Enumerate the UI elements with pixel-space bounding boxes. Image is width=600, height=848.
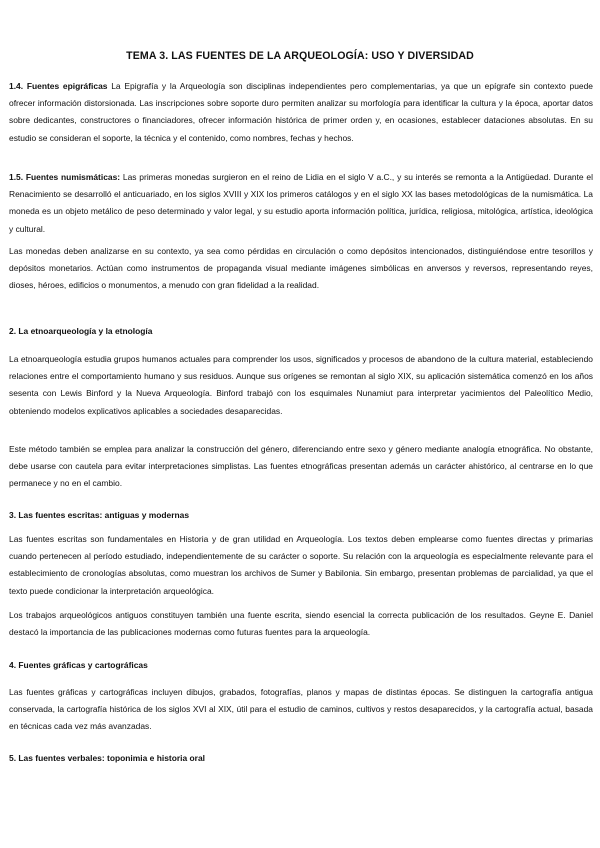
paragraph-fuentes-escritas: Las fuentes escritas son fundamentales en Historia y de gran utilidad en Arqueología. Los textos deben emplearse como fuentes directas y primarias cuando pertenecen al período estudiado, independientemente de su carácter o soporte. Su relación con la arqueología es especialmente relevante para el establecimiento de cronologías absolutas, como muestran los archivos de Sumer y Babilonia. Sin embargo, presentan problemas de parcialidad, ya que el texto puede condicionar la interpretación arqueológica. <box>9 534 593 596</box>
paragraph-numismaticas-2: Las monedas deben analizarse en su contexto, ya sea como pérdidas en circulación o como depósitos intencionados, distinguiéndose entre tesorillos y depósitos monetarios. Actúan como instrumentos de propaganda visual mediante imágenes simbólicas en anversos y reversos, representando reyes, dioses, héroes, edificios o monumentos, a menudo con gran fidelidad a la realidad. <box>9 246 593 291</box>
paragraph-numismaticas <box>9 169 593 238</box>
section-heading-fuentes-escritas: 3. Las fuentes escritas: antiguas y modernas <box>9 510 190 520</box>
section-lead-numismaticas: 1.5. Fuentes numismáticas: <box>9 172 121 182</box>
section-heading-etnoarqueologia: 2. La etnoarqueología y la etnología <box>9 326 153 336</box>
page-title: TEMA 3. LAS FUENTES DE LA ARQUEOLOGÍA: USO Y DIVERSIDAD <box>126 50 474 62</box>
section-lead-epigraficas: 1.4. Fuentes epigráficas <box>9 81 108 91</box>
paragraph-text: La Epigrafía y la Arqueología son disciplinas independientes pero complementarias, ya que un epígrafe sin contexto puede ofrecer información distorsionada. Las inscripciones sobre soporte duro permiten analizar su morfología para identificar la cultura y la época, aportar datos sobre dedicantes, constructores o financiadores, ofrecer información histórica de primer orden y, en ocasiones, establecer dataciones absolutas. En su estudio se consideran el soporte, la técnica y el contenido, como nombres, fechas y hechos. <box>9 81 593 143</box>
paragraph-graficas: Las fuentes gráficas y cartográficas incluyen dibujos, grabados, fotografías, planos y mapas de distintas épocas. Se distinguen la cartografía antigua conservada, la cartografía histórica de los siglos XVI al XIX, útil para el estudio de caminos, cultivos y restos desaparecidos, y la cartografía actual, basada en técnicas cada vez más avanzadas. <box>9 687 593 732</box>
paragraph-epigraficas <box>9 78 593 147</box>
paragraph-text: Las primeras monedas surgieron en el reino de Lidia en el siglo V a.C., y su interés se remonta a la Antigüedad. Durante el Renacimiento se desarrolló el anticuariado, en los siglos XVIII y XIX los primeros catálogos y en el siglo XX las bases metodológicas de la numismática. La moneda es un objeto metálico de peso determinado y valor legal, y su estudio aporta información política, jurídica, religiosa, mitológica, artística, ideológica y cultural. <box>9 172 593 234</box>
paragraph-etnoarqueologia: La etnoarqueología estudia grupos humanos actuales para comprender los usos, significados y procesos de abandono de la cultura material, estableciendo relaciones entre el comportamiento humano y sus residuos. Aunque sus orígenes se remontan al siglo XIX, su aplicación sistemática comenzó en los años sesenta con Lewis Binford y la Nueva Arqueología. Binford trabajó con los esquimales Nunamiut para interpretar yacimientos del Paleolítico Medio, obteniendo modelos explicativos aplicables a sociedades desaparecidas. <box>9 354 593 416</box>
section-heading-graficas: 4. Fuentes gráficas y cartográficas <box>9 660 148 670</box>
paragraph-etnoarqueologia-2: Este método también se emplea para analizar la construcción del género, diferenciando entre sexo y género mediante analogía etnográfica. No obstante, debe usarse con cautela para evitar interpretaciones simplistas. Las fuentes etnográficas presentan además un carácter ahistórico, al centrarse en lo que permanece y no en el cambio. <box>9 444 593 489</box>
section-heading-verbales: 5. Las fuentes verbales: toponimia e historia oral <box>9 753 205 763</box>
paragraph-fuentes-escritas-2: Los trabajos arqueológicos antiguos constituyen también una fuente escrita, siendo esencial la correcta publicación de los resultados. Geyne E. Daniel destacó la importancia de las publicaciones modernas como futuras fuentes para la arqueología. <box>9 610 593 638</box>
